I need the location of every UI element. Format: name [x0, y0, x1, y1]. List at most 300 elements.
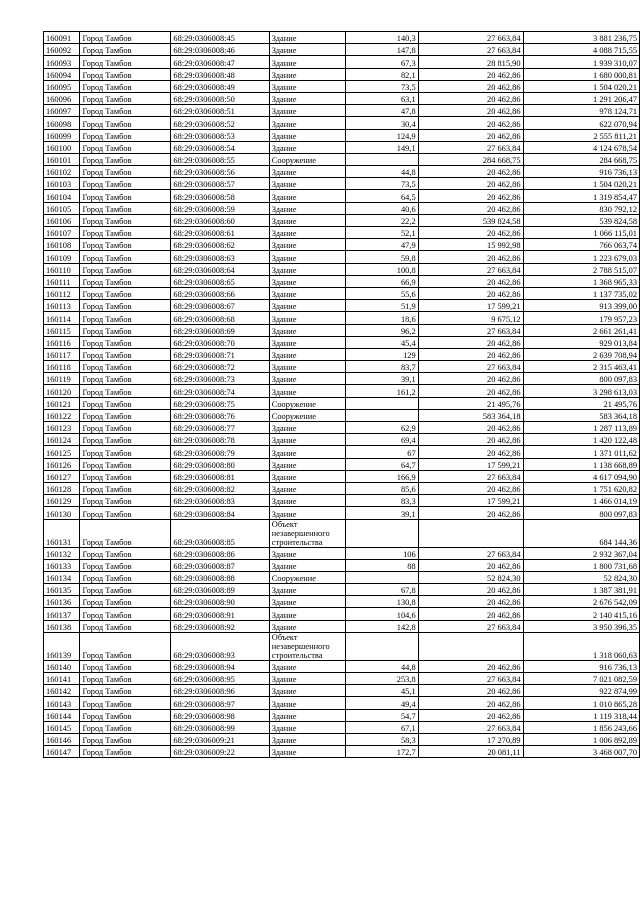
locality-cell: Город Тамбов: [80, 251, 171, 263]
area-cell: [345, 153, 418, 165]
area-cell: 55,6: [345, 287, 418, 299]
cadastral-number-cell: 68:29:0306008:98: [171, 709, 269, 721]
cadastral-number-cell: 68:29:0306008:76: [171, 409, 269, 421]
object-type-cell: Здание: [269, 105, 345, 117]
cadastral-number-cell: 68:29:0306008:95: [171, 673, 269, 685]
area-cell: 104,6: [345, 608, 418, 620]
area-cell: 83,7: [345, 361, 418, 373]
specific-value-cell: 20 462,86: [418, 584, 523, 596]
area-cell: 172,7: [345, 746, 418, 758]
cadastral-value-cell: 1 368 965,33: [523, 275, 639, 287]
row-number-cell: 160143: [44, 697, 80, 709]
area-cell: 147,8: [345, 44, 418, 56]
locality-cell: Город Тамбов: [80, 482, 171, 494]
cadastral-number-cell: 68:29:0306008:63: [171, 251, 269, 263]
cadastral-value-cell: 1 010 865,28: [523, 697, 639, 709]
specific-value-cell: 27 663,84: [418, 547, 523, 559]
table-row: [44, 227, 640, 239]
table-row: [44, 409, 640, 421]
row-number-cell: 160135: [44, 584, 80, 596]
row-number-cell: 160134: [44, 571, 80, 583]
area-cell: 45,1: [345, 685, 418, 697]
locality-cell: Город Тамбов: [80, 746, 171, 758]
specific-value-cell: 27 663,84: [418, 32, 523, 44]
locality-cell: Город Тамбов: [80, 56, 171, 68]
object-type-cell: Здание: [269, 202, 345, 214]
cadastral-value-cell: 4 124 678,54: [523, 141, 639, 153]
specific-value-cell: 20 462,86: [418, 482, 523, 494]
cadastral-number-cell: 68:29:0306008:45: [171, 32, 269, 44]
specific-value-cell: 20 462,86: [418, 105, 523, 117]
area-cell: 22,2: [345, 214, 418, 226]
object-type-cell: Здание: [269, 620, 345, 632]
locality-cell: Город Тамбов: [80, 458, 171, 470]
area-cell: 67,3: [345, 56, 418, 68]
row-number-cell: 160131: [44, 519, 80, 547]
cadastral-number-cell: 68:29:0306008:91: [171, 608, 269, 620]
row-number-cell: 160112: [44, 287, 80, 299]
table-row: [44, 470, 640, 482]
row-number-cell: 160126: [44, 458, 80, 470]
object-type-cell: Здание: [269, 56, 345, 68]
table-row: [44, 746, 640, 758]
locality-cell: Город Тамбов: [80, 434, 171, 446]
cadastral-number-cell: 68:29:0306008:80: [171, 458, 269, 470]
cadastral-number-cell: 68:29:0306008:50: [171, 92, 269, 104]
object-type-cell: Здание: [269, 385, 345, 397]
row-number-cell: 160125: [44, 446, 80, 458]
cadastral-number-cell: 68:29:0306008:53: [171, 129, 269, 141]
cadastral-value-cell: 3 881 236,75: [523, 32, 639, 44]
locality-cell: Город Тамбов: [80, 373, 171, 385]
locality-cell: Город Тамбов: [80, 263, 171, 275]
cadastral-value-cell: 2 932 367,04: [523, 547, 639, 559]
cadastral-value-cell: 913 399,00: [523, 300, 639, 312]
table-row: [44, 141, 640, 153]
specific-value-cell: 20 462,86: [418, 202, 523, 214]
cadastral-number-cell: 68:29:0306008:69: [171, 324, 269, 336]
object-type-cell: Здание: [269, 495, 345, 507]
row-number-cell: 160121: [44, 397, 80, 409]
cadastral-number-cell: 68:29:0306008:65: [171, 275, 269, 287]
object-type-cell: Здание: [269, 660, 345, 672]
specific-value-cell: 9 675,12: [418, 312, 523, 324]
area-cell: 149,1: [345, 141, 418, 153]
specific-value-cell: 27 663,84: [418, 721, 523, 733]
cadastral-value-cell: 922 874,99: [523, 685, 639, 697]
locality-cell: Город Тамбов: [80, 227, 171, 239]
area-cell: [345, 397, 418, 409]
locality-cell: Город Тамбов: [80, 519, 171, 547]
object-type-cell: Здание: [269, 507, 345, 519]
cadastral-value-cell: 916 736,13: [523, 660, 639, 672]
cadastral-value-cell: 2 140 415,16: [523, 608, 639, 620]
cadastral-value-cell: 284 668,75: [523, 153, 639, 165]
table-row: [44, 68, 640, 80]
cadastral-value-cell: 1 223 679,03: [523, 251, 639, 263]
object-type-cell: Здание: [269, 348, 345, 360]
locality-cell: Город Тамбов: [80, 632, 171, 660]
table-row: [44, 117, 640, 129]
cadastral-value-cell: 1 318 060,63: [523, 632, 639, 660]
row-number-cell: 160144: [44, 709, 80, 721]
table-row: [44, 733, 640, 745]
specific-value-cell: 20 462,86: [418, 117, 523, 129]
specific-value-cell: 20 462,86: [418, 190, 523, 202]
locality-cell: Город Тамбов: [80, 202, 171, 214]
row-number-cell: 160101: [44, 153, 80, 165]
table-row: [44, 458, 640, 470]
table-row: [44, 571, 640, 583]
area-cell: 64,5: [345, 190, 418, 202]
cadastral-value-cell: 1 504 020,21: [523, 80, 639, 92]
cadastral-number-cell: 68:29:0306009:22: [171, 746, 269, 758]
specific-value-cell: 20 462,86: [418, 373, 523, 385]
specific-value-cell: 20 462,86: [418, 434, 523, 446]
table-row: [44, 263, 640, 275]
locality-cell: Город Тамбов: [80, 596, 171, 608]
table-row: [44, 697, 640, 709]
specific-value-cell: [418, 632, 523, 660]
cadastral-value-cell: 1 138 668,89: [523, 458, 639, 470]
row-number-cell: 160094: [44, 68, 80, 80]
row-number-cell: 160146: [44, 733, 80, 745]
cadastral-value-cell: 800 097,83: [523, 507, 639, 519]
object-type-cell: Здание: [269, 300, 345, 312]
object-type-cell: Сооружение: [269, 397, 345, 409]
object-type-cell: Здание: [269, 470, 345, 482]
cadastral-number-cell: 68:29:0306008:70: [171, 336, 269, 348]
object-type-cell: Здание: [269, 129, 345, 141]
area-cell: 67,1: [345, 721, 418, 733]
object-type-cell: Сооружение: [269, 409, 345, 421]
specific-value-cell: 20 462,86: [418, 446, 523, 458]
area-cell: 85,6: [345, 482, 418, 494]
specific-value-cell: 27 663,84: [418, 141, 523, 153]
locality-cell: Город Тамбов: [80, 239, 171, 251]
object-type-cell: Объект незавершенного строительства: [269, 632, 345, 660]
cadastral-number-cell: 68:29:0306008:48: [171, 68, 269, 80]
cadastral-value-cell: 3 468 007,70: [523, 746, 639, 758]
cadastral-number-cell: 68:29:0306008:85: [171, 519, 269, 547]
specific-value-cell: 20 462,86: [418, 251, 523, 263]
object-type-cell: Здание: [269, 117, 345, 129]
table-row: [44, 519, 640, 547]
locality-cell: Город Тамбов: [80, 470, 171, 482]
cadastral-number-cell: 68:29:0306008:82: [171, 482, 269, 494]
table-row: [44, 190, 640, 202]
object-type-cell: Здание: [269, 287, 345, 299]
object-type-cell: Здание: [269, 312, 345, 324]
specific-value-cell: 20 462,86: [418, 660, 523, 672]
cadastral-value-cell: 179 957,23: [523, 312, 639, 324]
object-type-cell: Здание: [269, 697, 345, 709]
row-number-cell: 160108: [44, 239, 80, 251]
area-cell: 100,8: [345, 263, 418, 275]
specific-value-cell: 20 462,86: [418, 336, 523, 348]
cadastral-value-cell: 800 097,83: [523, 373, 639, 385]
area-cell: 62,9: [345, 422, 418, 434]
object-type-cell: Здание: [269, 263, 345, 275]
cadastral-value-cell: 1 119 318,44: [523, 709, 639, 721]
specific-value-cell: 539 824,58: [418, 214, 523, 226]
area-cell: 166,9: [345, 470, 418, 482]
cadastral-number-cell: 68:29:0306008:75: [171, 397, 269, 409]
cadastral-value-cell: 929 013,84: [523, 336, 639, 348]
cadastral-number-cell: 68:29:0306008:78: [171, 434, 269, 446]
cadastral-value-table: [43, 31, 640, 758]
locality-cell: Город Тамбов: [80, 166, 171, 178]
cadastral-number-cell: 68:29:0306008:60: [171, 214, 269, 226]
table-row: [44, 214, 640, 226]
locality-cell: Город Тамбов: [80, 697, 171, 709]
table-row: [44, 239, 640, 251]
row-number-cell: 160137: [44, 608, 80, 620]
object-type-cell: Здание: [269, 733, 345, 745]
locality-cell: Город Тамбов: [80, 44, 171, 56]
object-type-cell: Здание: [269, 746, 345, 758]
cadastral-number-cell: 68:29:0306008:61: [171, 227, 269, 239]
locality-cell: Город Тамбов: [80, 495, 171, 507]
table-row: [44, 446, 640, 458]
cadastral-number-cell: 68:29:0306008:74: [171, 385, 269, 397]
cadastral-number-cell: 68:29:0306008:79: [171, 446, 269, 458]
area-cell: [345, 571, 418, 583]
row-number-cell: 160123: [44, 422, 80, 434]
cadastral-number-cell: 68:29:0306008:89: [171, 584, 269, 596]
table-row: [44, 596, 640, 608]
specific-value-cell: 20 462,86: [418, 227, 523, 239]
specific-value-cell: 20 462,86: [418, 709, 523, 721]
cadastral-number-cell: 68:29:0306008:97: [171, 697, 269, 709]
specific-value-cell: 27 663,84: [418, 673, 523, 685]
object-type-cell: Здание: [269, 721, 345, 733]
row-number-cell: 160139: [44, 632, 80, 660]
object-type-cell: Здание: [269, 275, 345, 287]
table-row: [44, 620, 640, 632]
area-cell: [345, 409, 418, 421]
cadastral-value-cell: 2 661 261,41: [523, 324, 639, 336]
area-cell: 88: [345, 559, 418, 571]
area-cell: 64,7: [345, 458, 418, 470]
row-number-cell: 160129: [44, 495, 80, 507]
row-number-cell: 160091: [44, 32, 80, 44]
object-type-cell: Здание: [269, 68, 345, 80]
row-number-cell: 160142: [44, 685, 80, 697]
table-row: [44, 105, 640, 117]
locality-cell: Город Тамбов: [80, 312, 171, 324]
area-cell: 49,4: [345, 697, 418, 709]
row-number-cell: 160133: [44, 559, 80, 571]
object-type-cell: Сооружение: [269, 153, 345, 165]
cadastral-number-cell: 68:29:0306008:87: [171, 559, 269, 571]
specific-value-cell: 20 462,86: [418, 385, 523, 397]
locality-cell: Город Тамбов: [80, 117, 171, 129]
object-type-cell: Здание: [269, 178, 345, 190]
table-row: [44, 56, 640, 68]
specific-value-cell: 583 364,18: [418, 409, 523, 421]
row-number-cell: 160114: [44, 312, 80, 324]
specific-value-cell: 27 663,84: [418, 620, 523, 632]
table-row: [44, 300, 640, 312]
cadastral-number-cell: 68:29:0306008:88: [171, 571, 269, 583]
locality-cell: Город Тамбов: [80, 287, 171, 299]
object-type-cell: Здание: [269, 596, 345, 608]
cadastral-number-cell: 68:29:0306008:67: [171, 300, 269, 312]
cadastral-value-cell: 1 006 892,89: [523, 733, 639, 745]
object-type-cell: Здание: [269, 239, 345, 251]
area-cell: 142,8: [345, 620, 418, 632]
row-number-cell: 160132: [44, 547, 80, 559]
row-number-cell: 160104: [44, 190, 80, 202]
locality-cell: Город Тамбов: [80, 709, 171, 721]
specific-value-cell: 17 270,89: [418, 733, 523, 745]
cadastral-number-cell: 68:29:0306008:84: [171, 507, 269, 519]
cadastral-number-cell: 68:29:0306008:51: [171, 105, 269, 117]
table-row: [44, 632, 640, 660]
cadastral-value-cell: 1 504 020,21: [523, 178, 639, 190]
row-number-cell: 160130: [44, 507, 80, 519]
cadastral-number-cell: 68:29:0306008:47: [171, 56, 269, 68]
table-row: [44, 685, 640, 697]
table-row: [44, 434, 640, 446]
row-number-cell: 160110: [44, 263, 80, 275]
row-number-cell: 160117: [44, 348, 80, 360]
cadastral-number-cell: 68:29:0306008:81: [171, 470, 269, 482]
locality-cell: Город Тамбов: [80, 214, 171, 226]
object-type-cell: Здание: [269, 434, 345, 446]
row-number-cell: 160118: [44, 361, 80, 373]
specific-value-cell: 20 462,86: [418, 92, 523, 104]
specific-value-cell: 20 462,86: [418, 422, 523, 434]
row-number-cell: 160105: [44, 202, 80, 214]
cadastral-value-cell: 1 387 381,91: [523, 584, 639, 596]
cadastral-value-cell: 4 088 715,55: [523, 44, 639, 56]
row-number-cell: 160106: [44, 214, 80, 226]
specific-value-cell: 52 824,30: [418, 571, 523, 583]
cadastral-value-cell: 2 555 811,21: [523, 129, 639, 141]
cadastral-value-cell: 2 639 708,94: [523, 348, 639, 360]
cadastral-number-cell: 68:29:0306008:90: [171, 596, 269, 608]
cadastral-value-cell: 622 070,94: [523, 117, 639, 129]
cadastral-value-cell: 1 420 122,48: [523, 434, 639, 446]
cadastral-value-cell: 2 788 515,07: [523, 263, 639, 275]
table-row: [44, 361, 640, 373]
cadastral-value-cell: 2 315 463,41: [523, 361, 639, 373]
row-number-cell: 160136: [44, 596, 80, 608]
row-number-cell: 160116: [44, 336, 80, 348]
row-number-cell: 160115: [44, 324, 80, 336]
row-number-cell: 160147: [44, 746, 80, 758]
cadastral-value-cell: 3 950 396,35: [523, 620, 639, 632]
locality-cell: Город Тамбов: [80, 92, 171, 104]
area-cell: 47,9: [345, 239, 418, 251]
specific-value-cell: 20 462,86: [418, 348, 523, 360]
cadastral-number-cell: 68:29:0306008:46: [171, 44, 269, 56]
row-number-cell: 160122: [44, 409, 80, 421]
specific-value-cell: 20 462,86: [418, 507, 523, 519]
row-number-cell: 160120: [44, 385, 80, 397]
area-cell: 44,8: [345, 166, 418, 178]
row-number-cell: 160145: [44, 721, 80, 733]
locality-cell: Город Тамбов: [80, 300, 171, 312]
area-cell: 44,8: [345, 660, 418, 672]
cadastral-number-cell: 68:29:0306008:96: [171, 685, 269, 697]
row-number-cell: 160127: [44, 470, 80, 482]
area-cell: 124,9: [345, 129, 418, 141]
specific-value-cell: 27 663,84: [418, 263, 523, 275]
cadastral-value-cell: 1 680 000,81: [523, 68, 639, 80]
table-row: [44, 92, 640, 104]
row-number-cell: 160102: [44, 166, 80, 178]
specific-value-cell: [418, 519, 523, 547]
table-row: [44, 547, 640, 559]
cadastral-number-cell: 68:29:0306008:68: [171, 312, 269, 324]
area-cell: 67: [345, 446, 418, 458]
object-type-cell: Здание: [269, 44, 345, 56]
cadastral-number-cell: 68:29:0306008:83: [171, 495, 269, 507]
object-type-cell: Здание: [269, 559, 345, 571]
cadastral-value-cell: 978 124,71: [523, 105, 639, 117]
specific-value-cell: 20 081,11: [418, 746, 523, 758]
area-cell: 39,1: [345, 373, 418, 385]
specific-value-cell: 21 495,76: [418, 397, 523, 409]
table-row: [44, 584, 640, 596]
cadastral-number-cell: 68:29:0306008:62: [171, 239, 269, 251]
row-number-cell: 160092: [44, 44, 80, 56]
specific-value-cell: 20 462,86: [418, 596, 523, 608]
table-row: [44, 422, 640, 434]
area-cell: 39,1: [345, 507, 418, 519]
specific-value-cell: 17 599,21: [418, 458, 523, 470]
row-number-cell: 160095: [44, 80, 80, 92]
table-row: [44, 251, 640, 263]
specific-value-cell: 15 992,98: [418, 239, 523, 251]
table-row: [44, 507, 640, 519]
area-cell: 106: [345, 547, 418, 559]
specific-value-cell: 20 462,86: [418, 559, 523, 571]
specific-value-cell: 20 462,86: [418, 178, 523, 190]
cadastral-number-cell: 68:29:0306008:59: [171, 202, 269, 214]
locality-cell: Город Тамбов: [80, 336, 171, 348]
object-type-cell: Здание: [269, 166, 345, 178]
specific-value-cell: 20 462,86: [418, 166, 523, 178]
cadastral-number-cell: 68:29:0306008:57: [171, 178, 269, 190]
object-type-cell: Здание: [269, 251, 345, 263]
table-row: [44, 44, 640, 56]
object-type-cell: Здание: [269, 673, 345, 685]
cadastral-value-cell: 916 736,13: [523, 166, 639, 178]
row-number-cell: 160103: [44, 178, 80, 190]
locality-cell: Город Тамбов: [80, 348, 171, 360]
cadastral-number-cell: 68:29:0306008:99: [171, 721, 269, 733]
cadastral-value-cell: 684 144,36: [523, 519, 639, 547]
object-type-cell: Здание: [269, 547, 345, 559]
cadastral-value-cell: 1 939 310,07: [523, 56, 639, 68]
specific-value-cell: 20 462,86: [418, 697, 523, 709]
area-cell: 69,4: [345, 434, 418, 446]
table-row: [44, 397, 640, 409]
area-cell: [345, 519, 418, 547]
area-cell: 59,8: [345, 251, 418, 263]
locality-cell: Город Тамбов: [80, 68, 171, 80]
table-row: [44, 275, 640, 287]
table-row: [44, 721, 640, 733]
area-cell: 63,1: [345, 92, 418, 104]
cadastral-value-cell: 1 800 731,68: [523, 559, 639, 571]
table-row: [44, 495, 640, 507]
specific-value-cell: 17 599,21: [418, 300, 523, 312]
